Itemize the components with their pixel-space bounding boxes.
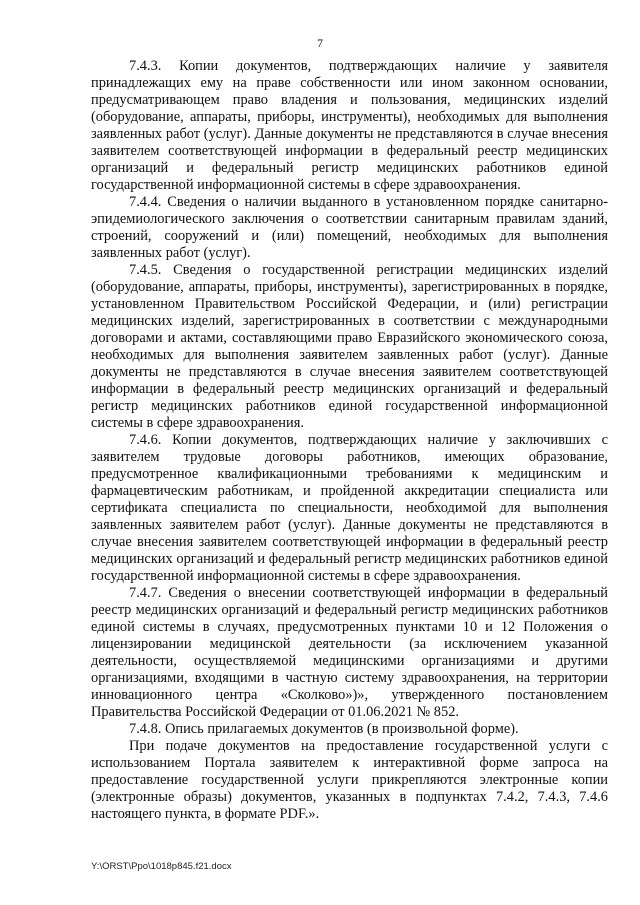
paragraph-portal-submission: При подаче документов на предоставление государственной услуги с использованием Портала заявителем к интерактивной форме запроса на предоставление государственной услуги прикрепляются электронные копии (электронные образы) документов, указанных в подпунктах 7.4.2, 7.4.3, 7.4.6 настоящего пункта, в формате PDF.». — [91, 738, 608, 822]
paragraph-7-4-4: 7.4.4. Сведения о наличии выданного в установленном порядке санитарно-эпидемиологического заключения о соответствии санитарным правилам зданий, строений, сооружений и (или) помещений, необходимых для выполнения заявленных работ (услуг). — [91, 194, 608, 261]
paragraph-7-4-3: 7.4.3. Копии документов, подтверждающих наличие у заявителя принадлежащих ему на праве собственности или ином законном основании, предусматривающем право владения и пользования, медицинских изделий (оборудование, аппараты, приборы, инструменты), необходимых для выполнения заявленных работ (услуг). Данные документы не представляются в случае внесения заявителем соответствующей информации в федеральный реестр медицинских организаций и федеральный регистр медицинских работников единой государственной информационной системы в сфере здравоохранения. — [91, 58, 608, 193]
document-body — [91, 58, 608, 823]
paragraph-7-4-6: 7.4.6. Копии документов, подтверждающих наличие у заключивших с заявителем трудовые договоры работников, имеющих образование, предусмотренное квалификационными требованиями к медицинским и фармацевтическим работникам, и пройденной аккредитации специалиста или сертификата специалиста по специальности, необходимой для выполнения заявленных заявителем работ (услуг). Данные документы не представляются в случае внесения заявителем соответствующей информации в федеральный реестр медицинских организаций и федеральный регистр медицинских работников единой государственной информационной системы в сфере здравоохранения. — [91, 432, 608, 584]
file-path-footer: Y:\ORST\Ppo\1018p845.f21.docx — [91, 861, 232, 872]
page-number: 7 — [317, 36, 323, 50]
paragraph-7-4-7: 7.4.7. Сведения о внесении соответствующей информации в федеральный реестр медицинских организаций и федеральный регистр медицинских работников единой системы в случаях, предусмотренных пунктами 10 и 12 Положения о лицензировании медицинской деятельности (за исключением указанной деятельности, осуществляемой медицинскими организациями и другими организациями, входящими в частную систему здравоохранения, на территории инновационного центра «Сколково»)», утвержденного постановлением Правительства Российской Федерации от 01.06.2021 № 852. — [91, 585, 608, 720]
paragraph-7-4-8: 7.4.8. Опись прилагаемых документов (в произвольной форме). — [129, 721, 519, 737]
paragraph-7-4-5: 7.4.5. Сведения о государственной регистрации медицинских изделий (оборудование, аппараты, приборы, инструменты), зарегистрированных в порядке, установленном Правительством Российской Федерации, и (или) регистрации медицинских изделий, зарегистрированных в соответствии с международными договорами и актами, составляющими право Евразийского экономического союза, необходимых для выполнения заявителем заявленных работ (услуг). Данные документы не представляются в случае внесения заявителем соответствующей информации в федеральный реестр медицинских организаций и федеральный регистр медицинских работников единой государственной информационной системы в сфере здравоохранения. — [91, 262, 608, 431]
